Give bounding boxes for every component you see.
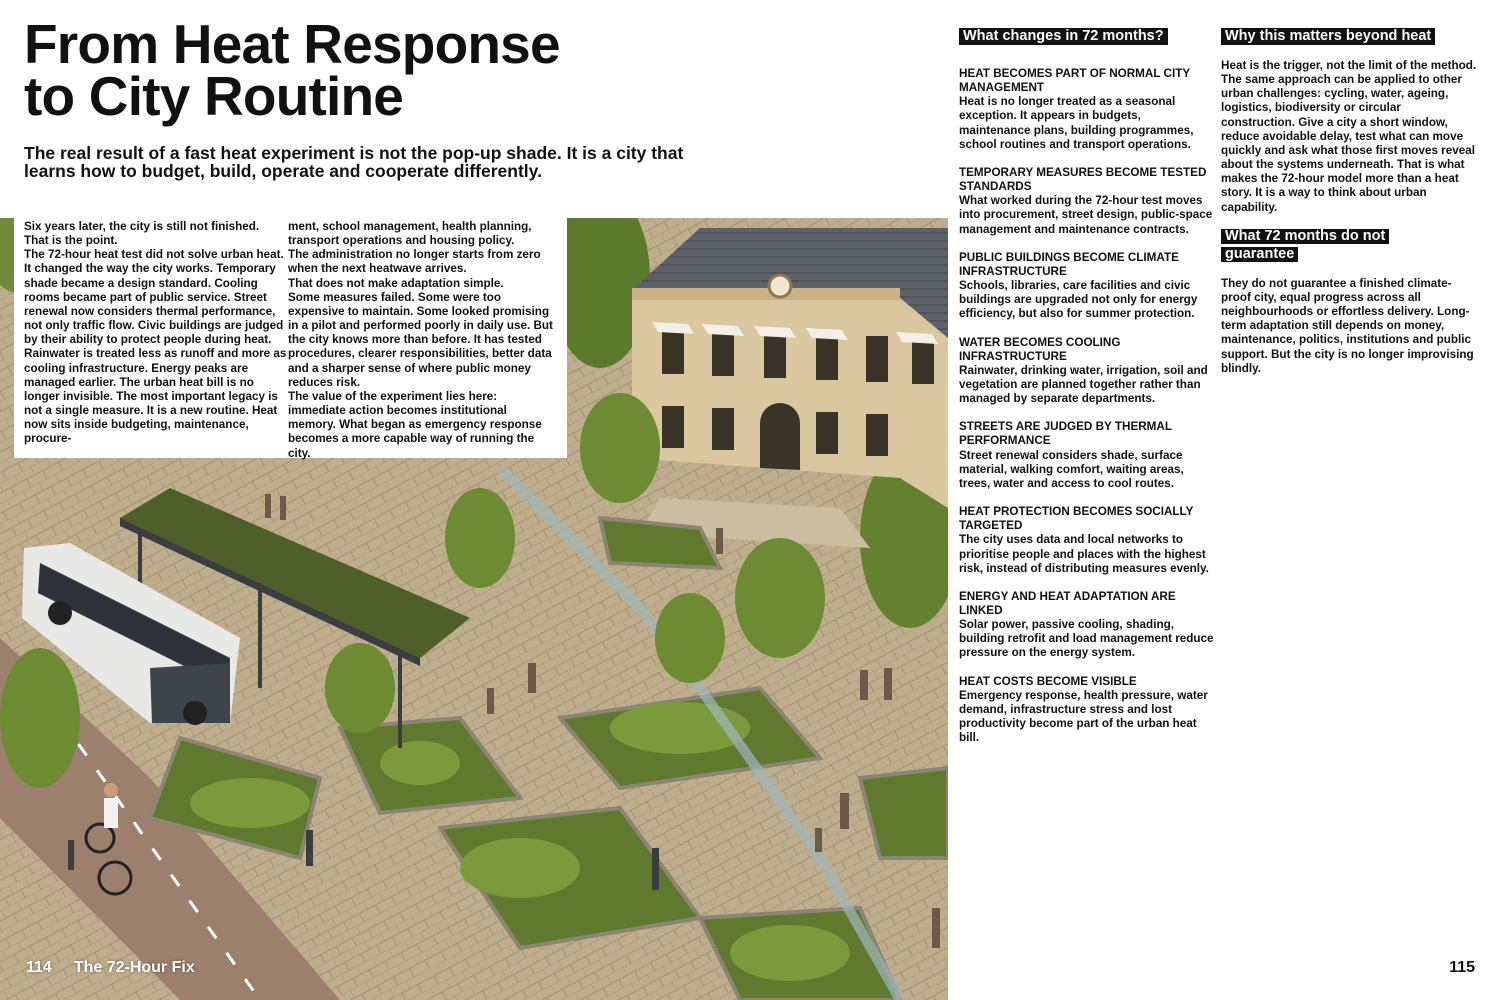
item-body: Solar power, passive cooling, shading, building retrofit and load management reduce pressure on the energy system. (959, 618, 1214, 660)
intro-paragraph: The 72-hour heat test did not solve urban heat. It changed the way the city works. Temporary shade became a design standard. Cooling rooms became part of public service. Street renewal now considers thermal performance, not only traffic flow. Civic buildings are judged by their ability to protect people during heat. Rainwater is treated less as runoff and more as cooling infrastructure. Energy peaks are managed earlier. The urban heat bill is no longer invisible. The most important legacy is not a single measure. It is a new routine. Heat now sits inside budgeting, maintenance, procure- (24, 248, 287, 446)
intro-paragraph: The value of the experiment lies here: immediate action becomes institutional memory. What began as emergency response becomes a more capable way of running the city. (288, 389, 542, 460)
item-body: Heat is no longer treated as a seasonal exception. It appears in budgets, maintenance plans, building programmes, school routines and transport operations. (959, 95, 1194, 151)
page-title (24, 13, 664, 127)
list-item (959, 590, 1215, 661)
intro-paragraph: That is the point. (24, 234, 118, 248)
intro-column-1 (24, 220, 292, 447)
intro-paragraph: Six years later, the city is still not finished. (24, 220, 260, 233)
left-page-number: 114 (26, 959, 52, 976)
intro-paragraph: The administration no longer starts from zero when the next heatwave arrives. (288, 248, 541, 276)
item-heading: HEAT BECOMES PART OF NORMAL CITY MANAGEMENT (959, 67, 1190, 95)
title-line-1: From Heat Response (24, 13, 560, 75)
list-item (959, 675, 1215, 746)
item-body: What worked during the 72-hour test moves into procurement, street design, public-space management and maintenance contracts. (959, 194, 1213, 236)
intro-paragraph: Some measures failed. Some were too expensive to maintain. Some looked promising in a pilot and performed poorly in daily use. But the city knows more than before. It has tested procedures, clearer responsibilities, better data and a sharper sense of where public money reduces risk. (288, 290, 553, 389)
list-item (959, 420, 1215, 491)
list-item (959, 505, 1215, 576)
changes-list (959, 67, 1215, 745)
item-body: Rainwater, drinking water, irrigation, soil and vegetation are planned together rather than managed by separate departments. (959, 363, 1208, 406)
intro-paragraph: ment, school management, health planning, transport operations and housing policy. (288, 220, 532, 248)
subtitle: The real result of a fast heat experiment is not the pop-up shade. It is a city that learns how to budget, build, operate and cooperate differently. (24, 143, 684, 181)
item-body: Schools, libraries, care facilities and civic buildings are upgraded not only for energy efficiency, but also for summer protection. (959, 279, 1198, 321)
months-text: They do not guarantee a finished climate-proof city, equal progress across all neighbourhoods or effortless delivery. Long-term adaptation still depends on money, maintenance, politics, institutions and public support. But the city is no longer improvising blindly. (1221, 276, 1474, 375)
list-item (959, 67, 1215, 152)
why-column (1221, 27, 1477, 376)
title-line-2: to City Routine (24, 65, 404, 127)
item-heading: HEAT COSTS BECOME VISIBLE (959, 674, 1137, 688)
item-heading: PUBLIC BUILDINGS BECOME CLIMATE INFRASTRUCTURE (959, 250, 1179, 278)
item-heading: ENERGY AND HEAT ADAPTATION ARE LINKED (959, 589, 1176, 617)
item-heading: HEAT PROTECTION BECOMES SOCIALLY TARGETED (959, 505, 1194, 533)
item-body: The city uses data and local networks to prioritise people and places with the highest risk, instead of distributing measures evenly. (959, 533, 1209, 575)
item-body: Emergency response, health pressure, water demand, infrastructure stress and lost productivity become part of the urban heat bill. (959, 688, 1208, 745)
intro-column-2 (288, 220, 556, 461)
item-heading: TEMPORARY MEASURES BECOME TESTED STANDARDS (959, 165, 1207, 194)
months-heading-line-2: guarantee (1221, 247, 1298, 262)
item-heading: WATER BECOMES COOLING INFRASTRUCTURE (959, 335, 1121, 363)
list-item (959, 166, 1215, 237)
list-item (959, 251, 1215, 322)
item-body: Street renewal considers shade, surface material, walking comfort, waiting areas, trees, water and access to cool routes. (959, 448, 1184, 490)
left-folio (26, 959, 195, 977)
changes-heading: What changes in 72 months? (959, 28, 1168, 45)
running-title: The 72-Hour Fix (73, 959, 195, 976)
months-heading-line-1: What 72 months do not (1221, 229, 1389, 244)
intro-paragraph: That does not make adaptation simple. (288, 276, 504, 290)
item-heading: STREETS ARE JUDGED BY THERMAL PERFORMANCE (959, 420, 1172, 448)
why-heading: Why this matters beyond heat (1221, 28, 1435, 45)
why-text: Heat is the trigger, not the limit of the method. The same approach can be applied to other urban challenges: cycling, water, ageing, logistics, biodiversity or circular construction. Give a city a short window, reduce avoidable delay, test what can move quickly and ask what those first moves reveal about the systems underneath. That is what makes the 72-hour model more than a heat story. It is a way to think about urban capability. (1221, 59, 1477, 214)
right-page-number: 115 (1449, 959, 1475, 976)
list-item (959, 336, 1215, 407)
months-heading (1221, 227, 1477, 263)
changes-column (959, 27, 1215, 759)
